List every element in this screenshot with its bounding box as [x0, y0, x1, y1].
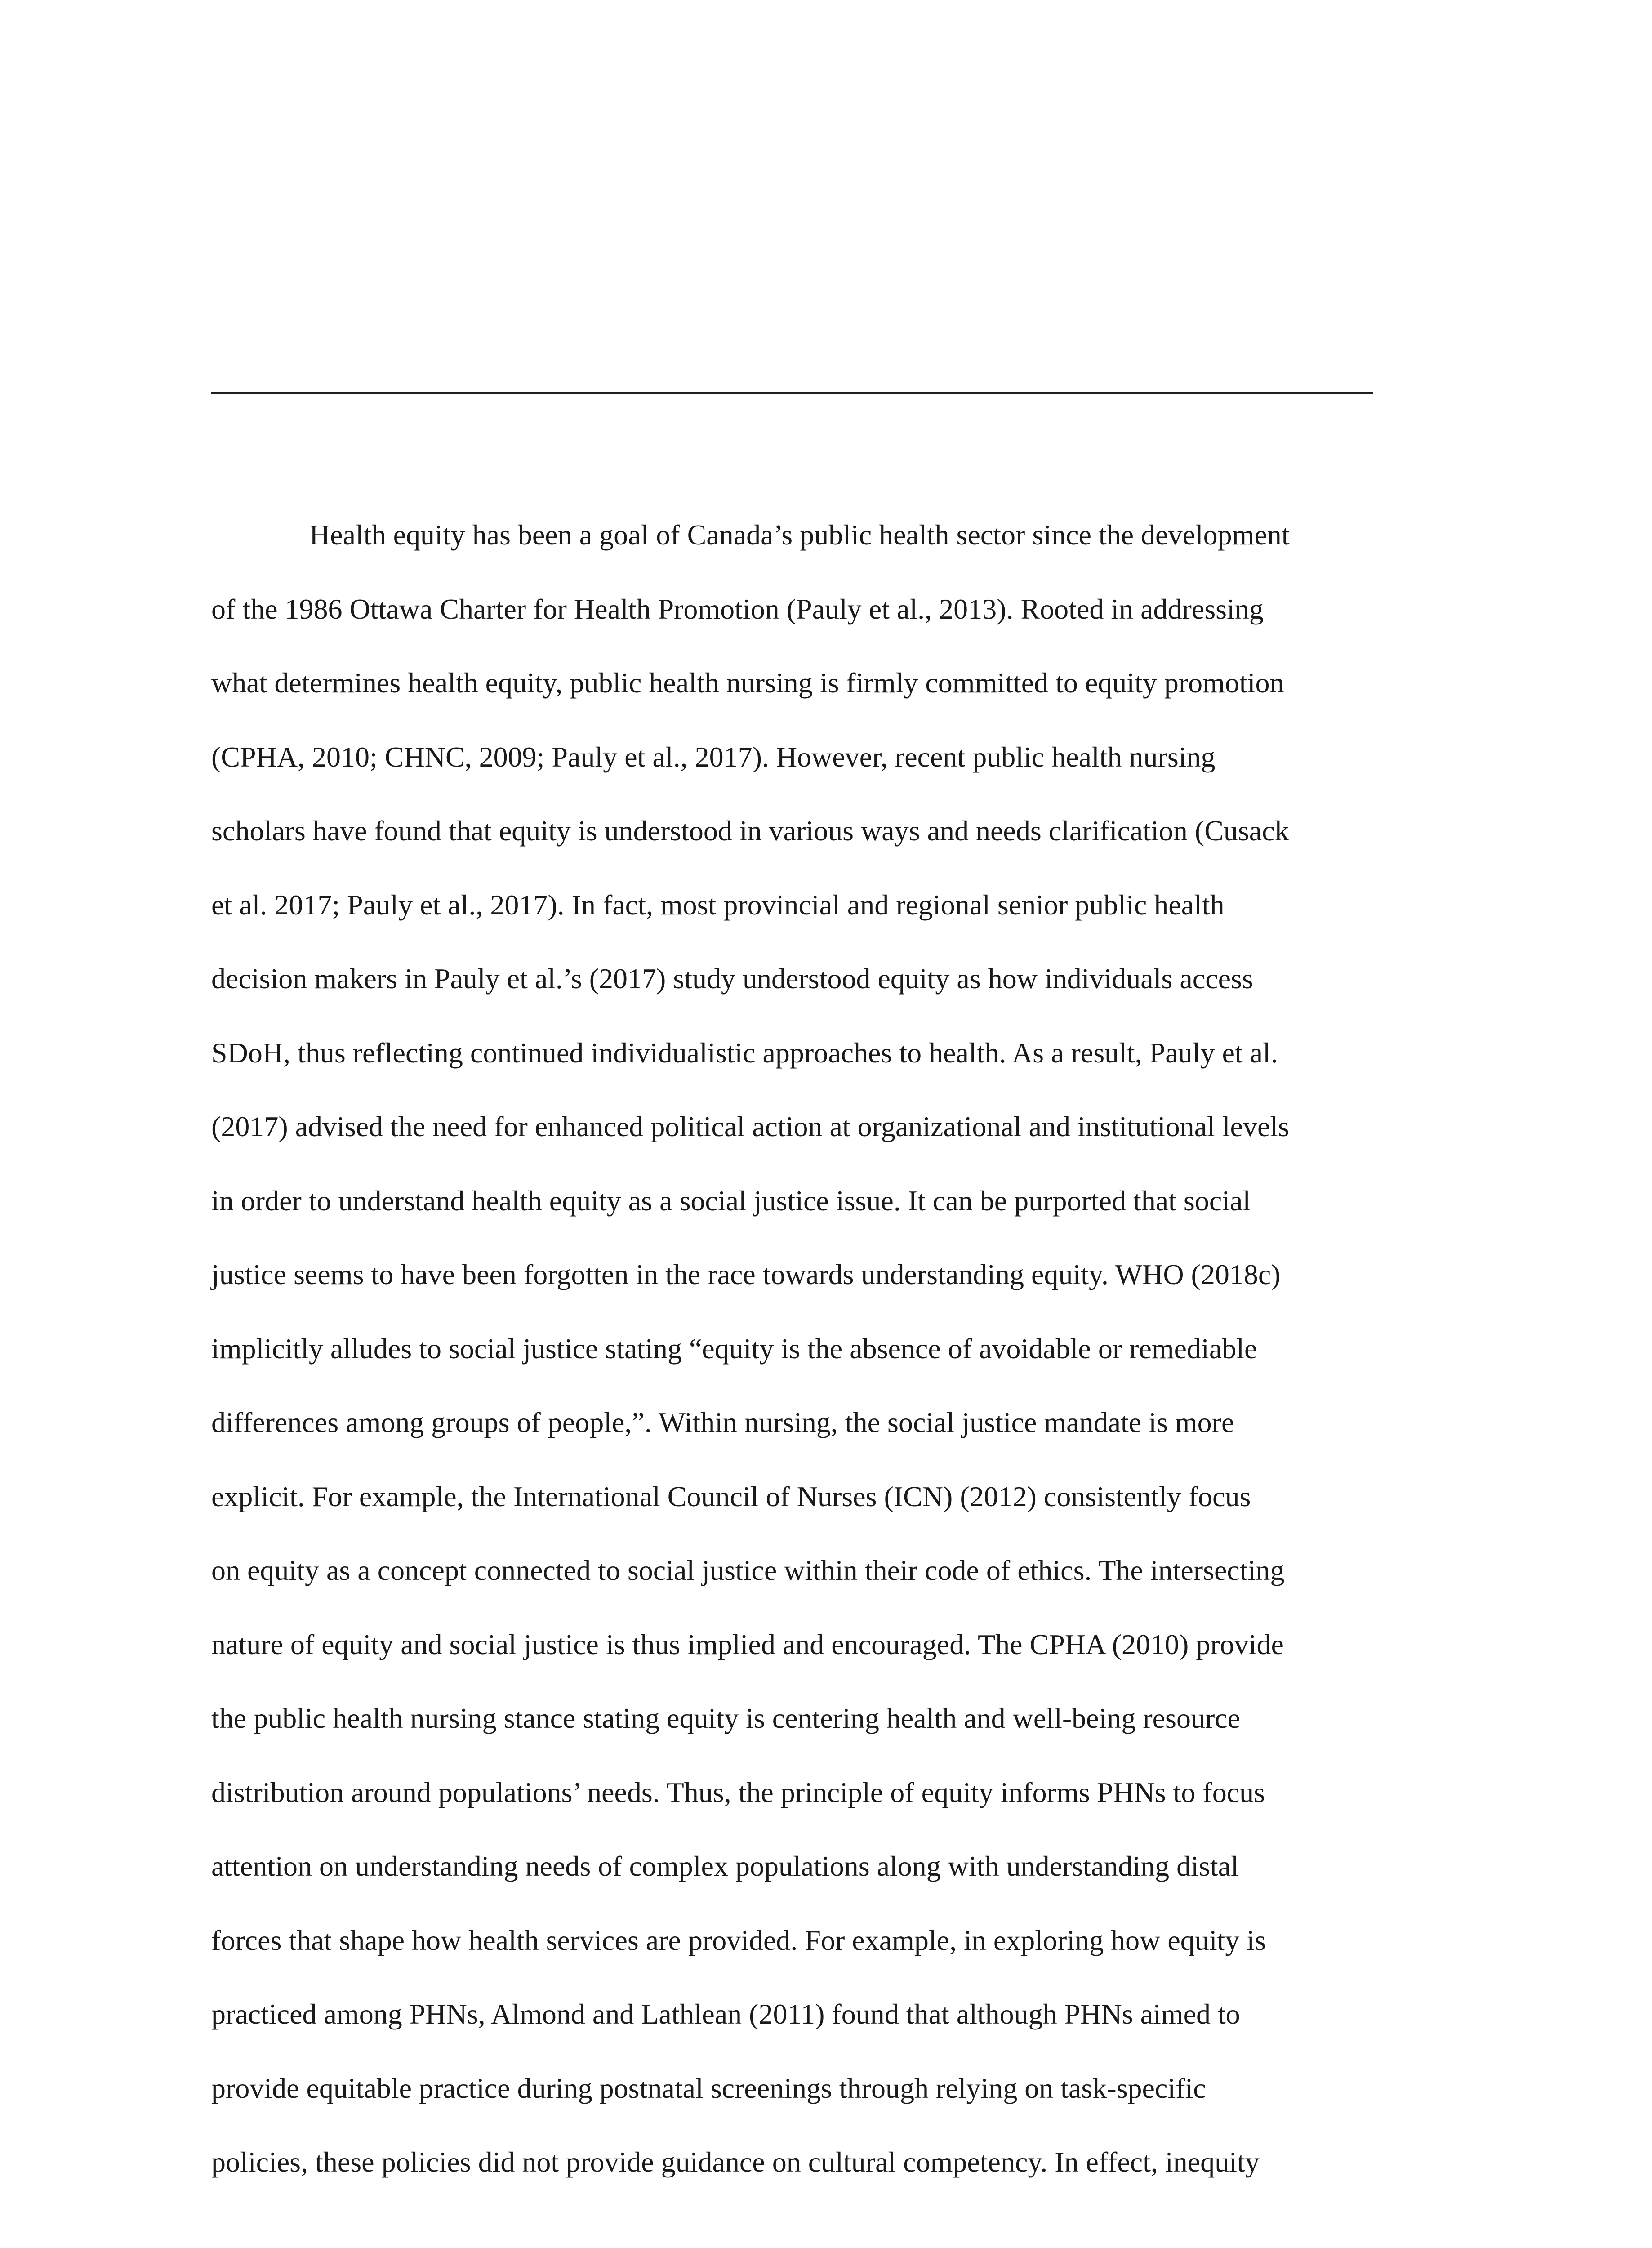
text-line: differences among groups of people,”. Within nursing, the social justice mandate is more: [211, 1406, 1234, 1438]
text-line: decision makers in Pauly et al.’s (2017) study understood equity as how individuals access: [211, 963, 1253, 995]
text-line: et al. 2017; Pauly et al., 2017). In fact, most provincial and regional senior public health: [211, 888, 1225, 921]
text-line: forces that shape how health services are provided. For example, in exploring how equity is: [211, 1924, 1266, 1956]
text-line: Health equity has been a goal of Canada’s public health sector since the development: [309, 519, 1290, 551]
text-line: of the 1986 Ottawa Charter for Health Promotion (Pauly et al., 2013). Rooted in addressing: [211, 593, 1264, 625]
text-line: what determines health equity, public health nursing is firmly committed to equity promotion: [211, 667, 1284, 699]
text-line: policies, these policies did not provide guidance on cultural competency. In effect, inequity: [211, 2146, 1260, 2178]
header-rule: [211, 392, 1373, 394]
text-line: in order to understand health equity as a social justice issue. It can be purported that social: [211, 1184, 1251, 1217]
text-line: the public health nursing stance stating equity is centering health and well-being resource: [211, 1702, 1241, 1734]
text-line: scholars have found that equity is understood in various ways and needs clarification (Cusack: [211, 815, 1289, 847]
text-line: SDoH, thus reflecting continued individualistic approaches to health. As a result, Pauly et al.: [211, 1036, 1278, 1069]
text-line: justice seems to have been forgotten in the race towards understanding equity. WHO (2018c): [211, 1258, 1281, 1290]
text-line: explicit. For example, the International Council of Nurses (ICN) (2012) consistently focus: [211, 1480, 1251, 1512]
text-line: nature of equity and social justice is thus implied and encouraged. The CPHA (2010) provide: [211, 1628, 1284, 1660]
text-line: (2017) advised the need for enhanced political action at organizational and institutional levels: [211, 1111, 1290, 1142]
text-line: practiced among PHNs, Almond and Lathlean (2011) found that although PHNs aimed to: [211, 1998, 1240, 2030]
body-paragraph: [211, 498, 1425, 2199]
text-line: attention on understanding needs of complex populations along with understanding distal: [211, 1850, 1239, 1882]
text-line: (CPHA, 2010; CHNC, 2009; Pauly et al., 2017). However, recent public health nursing: [211, 740, 1216, 773]
text-line: provide equitable practice during postnatal screenings through relying on task-specific: [211, 2072, 1206, 2104]
text-line: distribution around populations’ needs. Thus, the principle of equity informs PHNs to focus: [211, 1776, 1265, 1808]
text-line: on equity as a concept connected to social justice within their code of ethics. The intersecting: [211, 1554, 1285, 1586]
text-line: implicitly alludes to social justice stating “equity is the absence of avoidable or remediable: [211, 1332, 1257, 1365]
